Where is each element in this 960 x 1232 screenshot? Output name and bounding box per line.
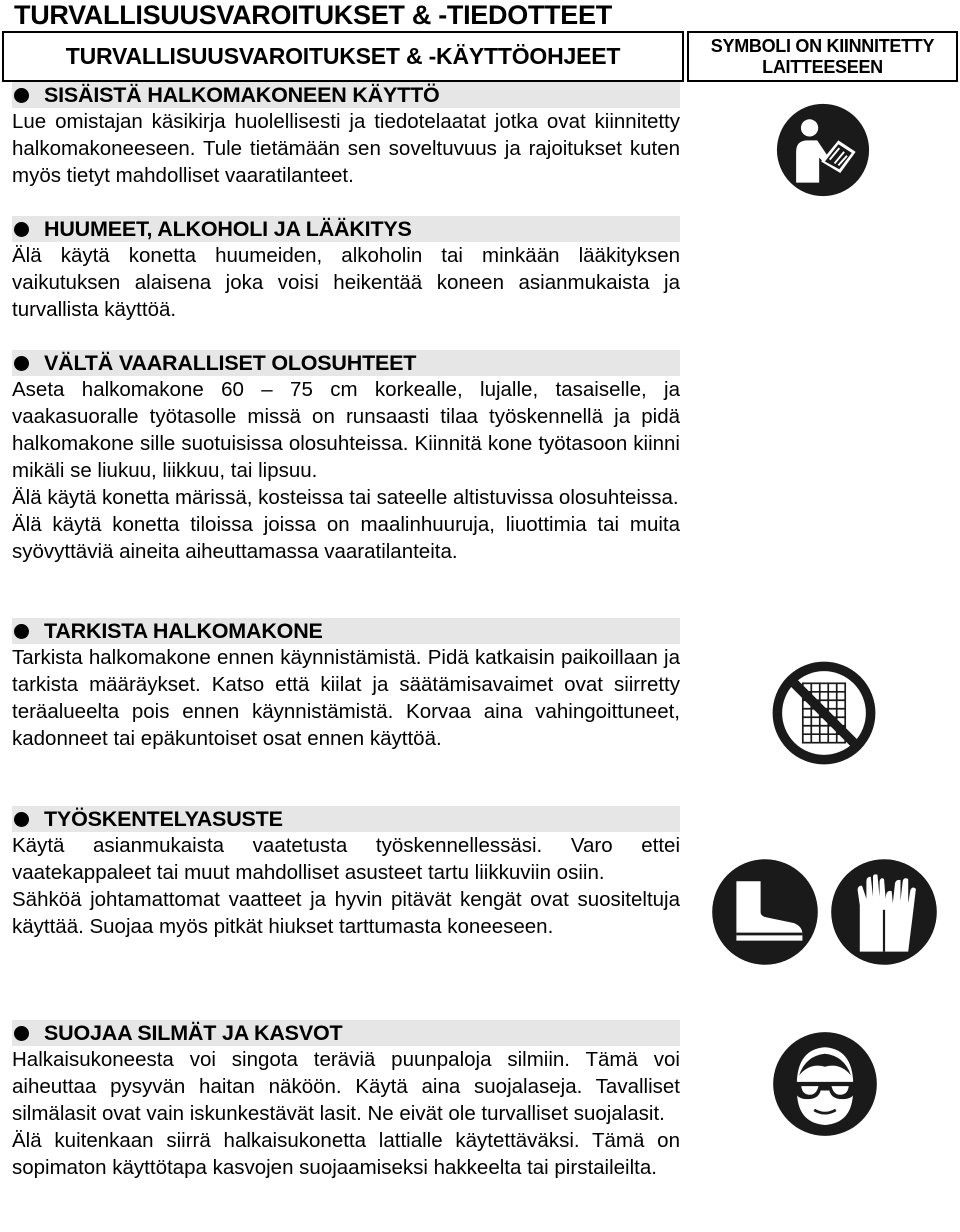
section-body bbox=[12, 1046, 680, 1181]
table-header bbox=[2, 31, 958, 81]
section-heading bbox=[12, 82, 680, 108]
bullet-icon bbox=[14, 356, 29, 371]
section-paragraph: Sähköä johtamattomat vaatteet ja hyvin pitävät kengät ovat suositeltuja käyttää. Suojaa myös pitkät hiukset tarttumasta koneeseen. bbox=[12, 888, 680, 938]
header-symbol-line1: SYMBOLI ON KIINNITETTY bbox=[710, 35, 935, 56]
safety-boot-icon bbox=[710, 857, 820, 967]
section-read-manual bbox=[12, 82, 680, 189]
section-body bbox=[12, 242, 680, 323]
section-paragraph: Älä käytä konetta huumeiden, alkoholin tai minkään lääkityksen vaikutuksen alaisena joka voisi heikentää koneen asianmukaista ja turvallista käyttöä. bbox=[12, 244, 680, 321]
section-heading bbox=[12, 350, 680, 376]
bullet-icon bbox=[14, 222, 29, 237]
section-heading-text: VÄLTÄ VAARALLISET OLOSUHTEET bbox=[44, 350, 417, 375]
section-paragraph: Älä kuitenkaan siirrä halkaisukonetta lattialle käytettäväksi. Tämä on sopimaton käyttötapa kasvojen suojaamiseksi hakkeelta tai pirstaileilta. bbox=[12, 1129, 680, 1179]
section-heading-text: SUOJAA SILMÄT JA KASVOT bbox=[44, 1020, 343, 1045]
section-work-clothing bbox=[12, 806, 680, 940]
section-body bbox=[12, 832, 680, 940]
section-eye-face-protection bbox=[12, 1020, 680, 1181]
section-paragraph: Lue omistajan käsikirja huolellisesti ja tiedotelaatat jotka ovat kiinnitetty halkomakoneeseen. Tule tietämään sen soveltuvuus ja rajoitukset kuten myös tietyt mahdolliset vaaratilanteet. bbox=[12, 110, 680, 187]
header-symbol-column bbox=[687, 31, 958, 82]
section-paragraph: Halkaisukoneesta voi singota teräviä puunpaloja silmiin. Tämä voi aiheuttaa pysyvän haitan näköön. Käytä aina suojalaseja. Tavalliset silmälasit ovat vain iskunkestävät lasit. Ne eivät ole turvalliset suojalasit. bbox=[12, 1048, 680, 1125]
section-paragraph: Aseta halkomakone 60 – 75 cm korkealle, lujalle, tasaiselle, ja vaakasuoralle työtasolle missä on runsaasti tilaa työskennellä ja pidä halkomakone sille suotuisissa olosuhteissa. Kiinnitä kone työtasoon kiinni mikäli se liukuu, liikkuu, tai lipsuu. bbox=[12, 378, 680, 482]
section-drugs-alcohol bbox=[12, 216, 680, 323]
bullet-icon bbox=[14, 624, 29, 639]
header-symbol-line2: LAITTEESEEN bbox=[762, 56, 883, 77]
bullet-icon bbox=[14, 812, 29, 827]
section-heading bbox=[12, 1020, 680, 1046]
section-hazardous-conditions bbox=[12, 350, 680, 565]
safety-goggles-icon bbox=[771, 1030, 879, 1138]
section-paragraph: Älä käytä konetta tiloissa joissa on maalinhuuruja, liuottimia tai muita syövyttäviä aineita aiheuttamassa vaaratilanteita. bbox=[12, 513, 680, 563]
header-instructions: TURVALLISUUSVAROITUKSET & -KÄYTTÖOHJEET bbox=[2, 31, 684, 82]
protective-gloves-icon bbox=[829, 857, 939, 967]
section-heading bbox=[12, 618, 680, 644]
prohibition-icon bbox=[771, 660, 877, 766]
section-heading-text: TYÖSKENTELYASUSTE bbox=[44, 806, 283, 831]
read-manual-icon bbox=[775, 102, 871, 198]
section-heading-text: TARKISTA HALKOMAKONE bbox=[44, 618, 323, 643]
bullet-icon bbox=[14, 88, 29, 103]
section-heading-text: HUUMEET, ALKOHOLI JA LÄÄKITYS bbox=[44, 216, 412, 241]
section-body bbox=[12, 644, 680, 752]
section-inspect-splitter bbox=[12, 618, 680, 752]
section-paragraph: Älä käytä konetta märissä, kosteissa tai sateelle altistuvissa olosuhteissa. bbox=[12, 486, 679, 509]
section-paragraph: Tarkista halkomakone ennen käynnistämistä. Pidä katkaisin paikoillaan ja tarkista määräykset. Katso että kiilat ja säätämisavaimet ovat siirretty teräalueelta pois ennen käynnistämistä. Korvaa aina vahingoittuneet, kadonneet tai epäkuntoiset osat ennen käyttöä. bbox=[12, 646, 680, 750]
section-heading bbox=[12, 806, 680, 832]
section-body bbox=[12, 108, 680, 189]
section-heading bbox=[12, 216, 680, 242]
section-paragraph: Käytä asianmukaista vaatetusta työskennellessäsi. Varo ettei vaatekappaleet tai muut mahdolliset asusteet tartu liikkuviin osiin. bbox=[12, 834, 680, 884]
section-heading-text: SISÄISTÄ HALKOMAKONEEN KÄYTTÖ bbox=[44, 82, 440, 107]
page-title: TURVALLISUUSVAROITUKSET & -TIEDOTTEET bbox=[14, 0, 612, 30]
section-body bbox=[12, 376, 680, 565]
bullet-icon bbox=[14, 1026, 29, 1041]
